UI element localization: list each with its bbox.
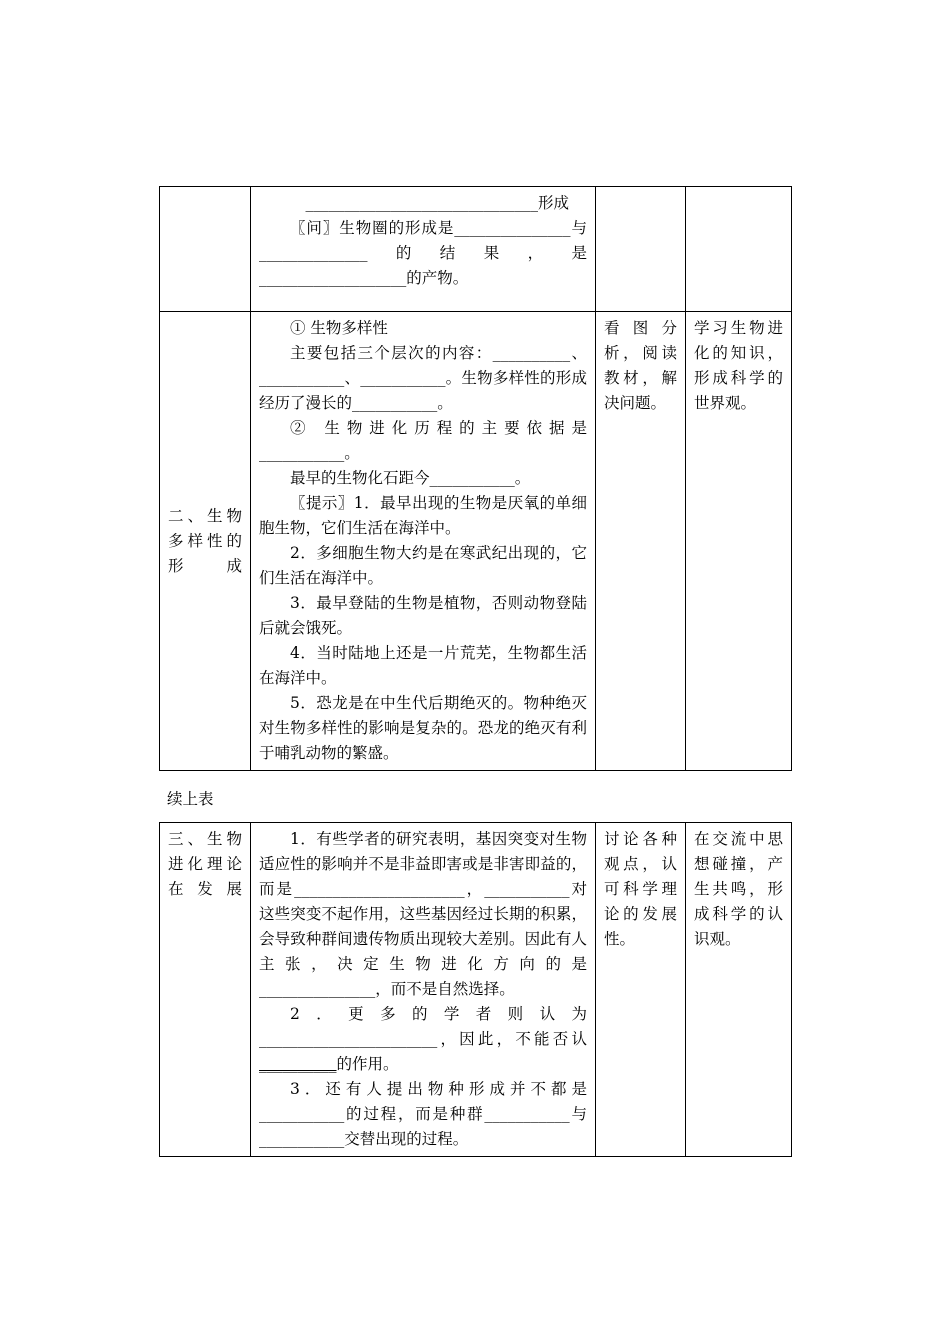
intent-cell: [686, 312, 792, 771]
section-label-cell: [160, 823, 251, 1157]
table-row: [160, 823, 792, 1157]
content-paragraph: 1．有些学者的研究表明，基因突变对生物适应性的影响并不是非益即害或是非害即益的，而是______________________，___________对这些突变不起作用，这些基因经过长期的积累，会导致种群间遗传物质出现较大差别。因此有人主张，决定生物进化方向的是_______________，而不是自然选择。: [259, 830, 587, 998]
hint-paragraph: 2．多细胞生物大约是在寒武纪出现的，它们生活在海洋中。: [259, 544, 587, 587]
table-row: [160, 312, 792, 771]
hint-paragraph: 3．最早登陆的生物是植物，否则动物登陆后就会饿死。: [259, 594, 587, 637]
activity-cell: [596, 823, 686, 1157]
content-text: 2．更多的学者则认为_______________________，因此，不能否认: [259, 1005, 587, 1048]
lesson-table-2: [159, 822, 792, 1157]
hint-paragraph: 4．当时陆地上还是一片荒芜，生物都生活在海洋中。: [259, 644, 587, 687]
section-label: 三、生物进化理论在发展: [168, 830, 242, 898]
hint-paragraph: 5．恐龙是在中生代后期绝灭的。物种绝灭对生物多样性的影响是复杂的。恐龙的绝灭有利于哺乳动物的繁盛。: [259, 694, 587, 762]
table-row: [160, 187, 792, 312]
design-intent: 学习生物进化的知识，形成科学的世界观。: [694, 319, 783, 412]
lesson-table-1: [159, 186, 792, 771]
content-text: 的作用。: [336, 1055, 399, 1073]
section-cell-empty: [160, 187, 251, 312]
content-cell: [251, 312, 596, 771]
activity-cell: [596, 312, 686, 771]
design-intent: 在交流中思想碰撞，产生共鸣，形成科学的认识观。: [694, 830, 783, 948]
content-cell: [251, 187, 596, 312]
content-cell: [251, 823, 596, 1157]
content-paragraph: ______________________________形成: [305, 194, 569, 212]
content-paragraph: [259, 1002, 587, 1077]
content-paragraph: ① 生物多样性: [290, 319, 388, 337]
section-label: 二、生物多样性的形成: [168, 506, 242, 575]
student-activity: 看图分析，阅读教材，解决问题。: [604, 319, 677, 412]
section-label-cell: [160, 312, 251, 771]
continued-label: 续上表: [167, 790, 214, 808]
content-paragraph: 最早的生物化石距今___________。: [290, 469, 531, 487]
content-paragraph: 3．还有人提出物种形成并不都是___________的过程，而是种群___________与___________交替出现的过程。: [259, 1080, 587, 1148]
underlined-blank: __________: [259, 1055, 337, 1073]
content-paragraph: ② 生物进化历程的主要依据是___________。: [259, 419, 587, 462]
intent-cell-empty: [686, 187, 792, 312]
question-paragraph: 〖问〗生物圈的形成是_______________与______________的结果，是___________________的产物。: [259, 219, 587, 287]
student-activity: 讨论各种观点，认可科学理论的发展性。: [604, 830, 677, 948]
intent-cell: [686, 823, 792, 1157]
hint-paragraph: 〖提示〗1．最早出现的生物是厌氧的单细胞生物，它们生活在海洋中。: [259, 494, 587, 537]
content-paragraph: 主要包括三个层次的内容：__________、___________、___________。生物多样性的形成经历了漫长的___________。: [259, 344, 587, 412]
activity-cell-empty: [596, 187, 686, 312]
